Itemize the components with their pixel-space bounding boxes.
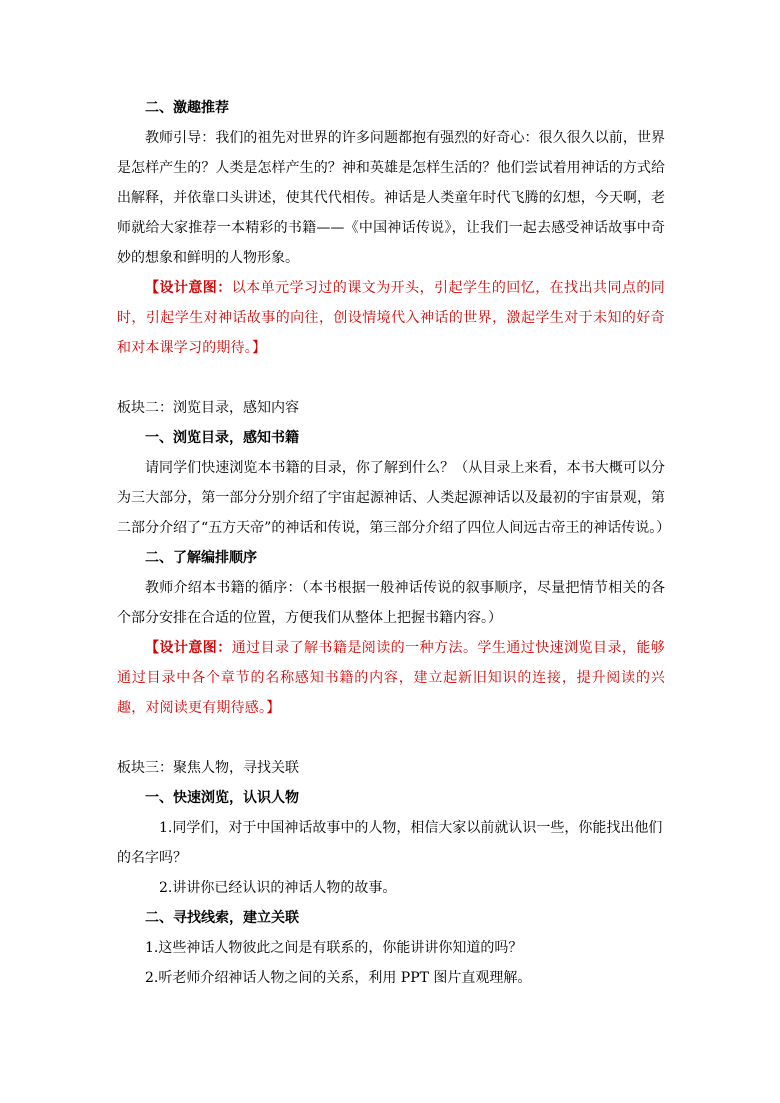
design-intent-text: 以本单元学习过的课文为开头，引起学生的回忆，在找出共同点的同时，引起学生对神话故事的向往，创设情境代入神话的世界，激起学生对于未知的好奇和对本课学习的期待。】	[117, 280, 666, 356]
spacer	[117, 363, 665, 393]
block-two-subheading-order: 二、了解编排顺序	[145, 550, 257, 566]
clues-item-2: 2.听老师介绍神话人物之间的关系，利用 PPT 图片直观理解。	[145, 970, 532, 986]
design-intent-note-2	[117, 633, 665, 723]
block-two-title: 板块二：浏览目录，感知内容	[117, 400, 299, 416]
document-page	[117, 93, 671, 993]
characters-item-1: 1.同学们，对于中国神话故事中的人物，相信大家以前就认识一些，你能找出他们的名字吗？	[117, 820, 663, 866]
characters-item-2: 2.讲讲你已经认识的神话人物的故事。	[159, 880, 397, 896]
design-intent-note-1	[117, 273, 665, 363]
spacer	[117, 723, 665, 753]
block-three-title: 板块三：聚焦人物，寻找关联	[117, 760, 299, 776]
block-two-subheading-browse: 一、浏览目录，感知书籍	[145, 430, 299, 446]
block-three-subheading-characters: 一、快速浏览，认识人物	[145, 790, 299, 806]
book-order-paragraph: 教师介绍本书籍的循序：（本书根据一般神话传说的叙事顺序，尽量把情节相关的各个部分安排在合适的位置，方便我们从整体上把握书籍内容。）	[117, 580, 665, 626]
design-intent-label: 【设计意图：	[145, 280, 232, 296]
teacher-guidance-paragraph: 教师引导：我们的祖先对世界的许多问题都抱有强烈的好奇心：很久很久以前，世界是怎样产生的？人类是怎样产生的？神和英雄是怎样生活的？他们尝试着用神话的方式给出解释，并依靠口头讲述，使其代代相传。神话是人类童年时代飞腾的幻想，今天啊，老师就给大家推荐一本精彩的书籍——《中国神话传说》，让我们一起去感受神话故事中奇妙的想象和鲜明的人物形象。	[117, 130, 665, 266]
section-heading-recommend: 二、激趣推荐	[145, 100, 229, 116]
design-intent-text: 通过目录了解书籍是阅读的一种方法。学生通过快速浏览目录，能够通过目录中各个章节的名称感知书籍的内容，建立起新旧知识的连接，提升阅读的兴趣，对阅读更有期待感。】	[117, 640, 666, 716]
design-intent-label: 【设计意图：	[145, 640, 232, 656]
clues-item-1: 1.这些神话人物彼此之间是有联系的，你能讲讲你知道的吗？	[145, 940, 523, 956]
block-three-subheading-clues: 二、寻找线索，建立关联	[145, 910, 299, 926]
browse-catalog-paragraph: 请同学们快速浏览本书籍的目录，你了解到什么？（从目录上来看，本书大概可以分为三大部分，第一部分分别介绍了宇宙起源神话、人类起源神话以及最初的宇宙景观，第二部分介绍了“五方天帝”的神话和传说，第三部分介绍了四位人间远古帝王的神话传说。）	[117, 460, 671, 536]
